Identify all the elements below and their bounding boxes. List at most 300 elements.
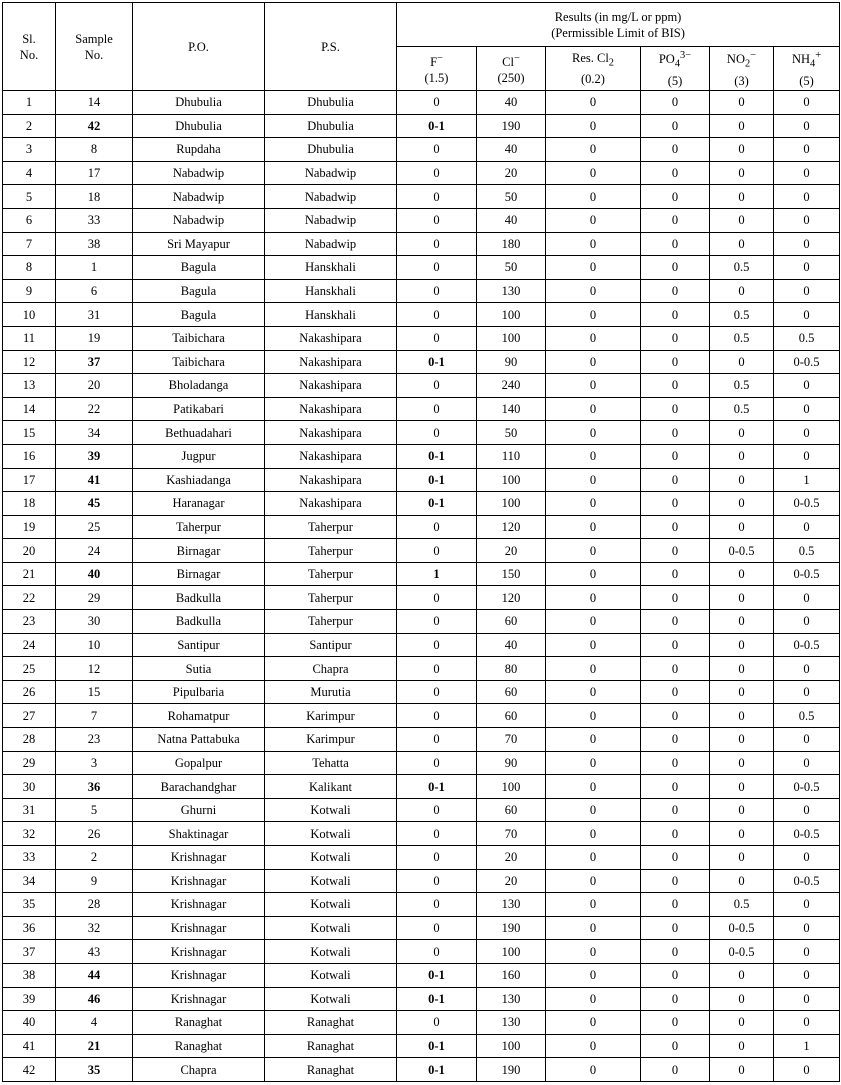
cell-residual-chlorine: 0 bbox=[546, 751, 641, 775]
cell-nitrite: 0 bbox=[710, 869, 774, 893]
cell-residual-chlorine: 0 bbox=[546, 916, 641, 940]
cell-nitrite: 0 bbox=[710, 208, 774, 232]
cell-ps: Kotwali bbox=[265, 940, 397, 964]
cell-nitrite: 0 bbox=[710, 492, 774, 516]
cell-nitrite: 0 bbox=[710, 798, 774, 822]
cell-chloride: 180 bbox=[477, 232, 546, 256]
cell-phosphate: 0 bbox=[641, 515, 710, 539]
cell-phosphate: 0 bbox=[641, 350, 710, 374]
cell-fluoride: 0-1 bbox=[397, 350, 477, 374]
header-po: P.O. bbox=[133, 3, 265, 91]
cell-sample-no: 32 bbox=[56, 916, 133, 940]
cell-residual-chlorine: 0 bbox=[546, 775, 641, 799]
table-row bbox=[3, 1011, 840, 1035]
cell-nitrite: 0-0.5 bbox=[710, 539, 774, 563]
cell-sample-no: 34 bbox=[56, 421, 133, 445]
cell-residual-chlorine: 0 bbox=[546, 846, 641, 870]
cell-nitrite: 0-0.5 bbox=[710, 940, 774, 964]
header-sl-no: Sl. No. bbox=[3, 3, 56, 91]
cell-sl-no: 5 bbox=[3, 185, 56, 209]
cell-phosphate: 0 bbox=[641, 1034, 710, 1058]
cell-sl-no: 13 bbox=[3, 374, 56, 398]
cell-fluoride: 0 bbox=[397, 303, 477, 327]
cell-ps: Taherpur bbox=[265, 539, 397, 563]
cell-sl-no: 29 bbox=[3, 751, 56, 775]
header-ps: P.S. bbox=[265, 3, 397, 91]
table-row bbox=[3, 704, 840, 728]
table-row bbox=[3, 421, 840, 445]
cell-ps: Nakashipara bbox=[265, 350, 397, 374]
cell-residual-chlorine: 0 bbox=[546, 468, 641, 492]
cell-residual-chlorine: 0 bbox=[546, 562, 641, 586]
header-results: Results (in mg/L or ppm) (Permissible Limit of BIS) bbox=[397, 3, 840, 47]
cell-phosphate: 0 bbox=[641, 987, 710, 1011]
cell-sample-no: 7 bbox=[56, 704, 133, 728]
cell-ps: Nakashipara bbox=[265, 421, 397, 445]
cell-nitrite: 0 bbox=[710, 775, 774, 799]
cell-ps: Nakashipara bbox=[265, 444, 397, 468]
cell-nitrite: 0.5 bbox=[710, 397, 774, 421]
cell-nitrite: 0 bbox=[710, 963, 774, 987]
cell-sample-no: 21 bbox=[56, 1034, 133, 1058]
cell-sl-no: 20 bbox=[3, 539, 56, 563]
cell-residual-chlorine: 0 bbox=[546, 185, 641, 209]
cell-ps: Kotwali bbox=[265, 987, 397, 1011]
cell-sl-no: 16 bbox=[3, 444, 56, 468]
cell-sl-no: 31 bbox=[3, 798, 56, 822]
table-row bbox=[3, 374, 840, 398]
cell-po: Birnagar bbox=[133, 539, 265, 563]
cell-residual-chlorine: 0 bbox=[546, 633, 641, 657]
cell-chloride: 140 bbox=[477, 397, 546, 421]
cell-chloride: 60 bbox=[477, 798, 546, 822]
cell-nitrite: 0 bbox=[710, 633, 774, 657]
table-row bbox=[3, 987, 840, 1011]
cell-ammonium: 0-0.5 bbox=[774, 492, 840, 516]
cell-nitrite: 0.5 bbox=[710, 326, 774, 350]
cell-chloride: 130 bbox=[477, 1011, 546, 1035]
cell-po: Bholadanga bbox=[133, 374, 265, 398]
cell-phosphate: 0 bbox=[641, 680, 710, 704]
cell-sample-no: 28 bbox=[56, 893, 133, 917]
cell-sample-no: 9 bbox=[56, 869, 133, 893]
cell-residual-chlorine: 0 bbox=[546, 138, 641, 162]
cell-residual-chlorine: 0 bbox=[546, 680, 641, 704]
cell-residual-chlorine: 0 bbox=[546, 869, 641, 893]
header-sample-no: Sample No. bbox=[56, 3, 133, 91]
cell-chloride: 100 bbox=[477, 1034, 546, 1058]
cell-ammonium: 0 bbox=[774, 798, 840, 822]
cell-ammonium: 0 bbox=[774, 657, 840, 681]
cell-chloride: 160 bbox=[477, 963, 546, 987]
cell-po: Nabadwip bbox=[133, 185, 265, 209]
table-row bbox=[3, 444, 840, 468]
cell-sample-no: 45 bbox=[56, 492, 133, 516]
cell-phosphate: 0 bbox=[641, 562, 710, 586]
cell-residual-chlorine: 0 bbox=[546, 1058, 641, 1082]
cell-ammonium: 0 bbox=[774, 680, 840, 704]
cell-ammonium: 0 bbox=[774, 421, 840, 445]
cell-chloride: 40 bbox=[477, 633, 546, 657]
table-row bbox=[3, 822, 840, 846]
cell-ps: Chapra bbox=[265, 657, 397, 681]
cell-sample-no: 44 bbox=[56, 963, 133, 987]
cell-sample-no: 33 bbox=[56, 208, 133, 232]
cell-fluoride: 1 bbox=[397, 562, 477, 586]
cell-sample-no: 42 bbox=[56, 114, 133, 138]
cell-ammonium: 0 bbox=[774, 987, 840, 1011]
cell-chloride: 60 bbox=[477, 704, 546, 728]
cell-nitrite: 0 bbox=[710, 987, 774, 1011]
cell-sample-no: 36 bbox=[56, 775, 133, 799]
cell-ps: Kotwali bbox=[265, 798, 397, 822]
cell-chloride: 50 bbox=[477, 421, 546, 445]
cell-residual-chlorine: 0 bbox=[546, 397, 641, 421]
cell-po: Nabadwip bbox=[133, 208, 265, 232]
cell-po: Badkulla bbox=[133, 610, 265, 634]
cell-sample-no: 20 bbox=[56, 374, 133, 398]
cell-chloride: 90 bbox=[477, 350, 546, 374]
cell-ammonium: 0.5 bbox=[774, 539, 840, 563]
cell-chloride: 100 bbox=[477, 492, 546, 516]
cell-po: Krishnagar bbox=[133, 916, 265, 940]
cell-ammonium: 0 bbox=[774, 91, 840, 115]
cell-sl-no: 21 bbox=[3, 562, 56, 586]
table-row bbox=[3, 846, 840, 870]
cell-fluoride: 0 bbox=[397, 161, 477, 185]
cell-fluoride: 0 bbox=[397, 751, 477, 775]
cell-sl-no: 26 bbox=[3, 680, 56, 704]
cell-fluoride: 0 bbox=[397, 798, 477, 822]
cell-sl-no: 38 bbox=[3, 963, 56, 987]
table-row bbox=[3, 161, 840, 185]
cell-sl-no: 28 bbox=[3, 728, 56, 752]
cell-sample-no: 23 bbox=[56, 728, 133, 752]
cell-residual-chlorine: 0 bbox=[546, 963, 641, 987]
cell-sample-no: 39 bbox=[56, 444, 133, 468]
cell-ps: Nakashipara bbox=[265, 492, 397, 516]
table-row bbox=[3, 586, 840, 610]
cell-phosphate: 0 bbox=[641, 893, 710, 917]
cell-ps: Kotwali bbox=[265, 822, 397, 846]
table-body bbox=[3, 91, 840, 1082]
cell-residual-chlorine: 0 bbox=[546, 303, 641, 327]
cell-sample-no: 8 bbox=[56, 138, 133, 162]
cell-residual-chlorine: 0 bbox=[546, 798, 641, 822]
cell-ammonium: 0.5 bbox=[774, 704, 840, 728]
table-row bbox=[3, 1058, 840, 1082]
cell-nitrite: 0 bbox=[710, 846, 774, 870]
cell-sl-no: 40 bbox=[3, 1011, 56, 1035]
cell-fluoride: 0 bbox=[397, 633, 477, 657]
table-row bbox=[3, 515, 840, 539]
cell-sample-no: 17 bbox=[56, 161, 133, 185]
cell-phosphate: 0 bbox=[641, 751, 710, 775]
cell-chloride: 100 bbox=[477, 303, 546, 327]
cell-ammonium: 0 bbox=[774, 138, 840, 162]
cell-residual-chlorine: 0 bbox=[546, 326, 641, 350]
cell-fluoride: 0 bbox=[397, 610, 477, 634]
cell-phosphate: 0 bbox=[641, 303, 710, 327]
cell-po: Pipulbaria bbox=[133, 680, 265, 704]
cell-ammonium: 0 bbox=[774, 232, 840, 256]
cell-fluoride: 0 bbox=[397, 91, 477, 115]
cell-po: Ghurni bbox=[133, 798, 265, 822]
cell-po: Shaktinagar bbox=[133, 822, 265, 846]
table-row bbox=[3, 751, 840, 775]
cell-ammonium: 0 bbox=[774, 279, 840, 303]
cell-fluoride: 0 bbox=[397, 185, 477, 209]
cell-residual-chlorine: 0 bbox=[546, 256, 641, 280]
cell-nitrite: 0 bbox=[710, 444, 774, 468]
cell-ammonium: 0 bbox=[774, 303, 840, 327]
cell-ammonium: 0 bbox=[774, 963, 840, 987]
cell-po: Krishnagar bbox=[133, 893, 265, 917]
cell-sample-no: 31 bbox=[56, 303, 133, 327]
cell-fluoride: 0 bbox=[397, 728, 477, 752]
cell-chloride: 120 bbox=[477, 515, 546, 539]
cell-fluoride: 0 bbox=[397, 846, 477, 870]
cell-phosphate: 0 bbox=[641, 539, 710, 563]
cell-ammonium: 0 bbox=[774, 161, 840, 185]
cell-ps: Kotwali bbox=[265, 963, 397, 987]
table-row bbox=[3, 114, 840, 138]
cell-chloride: 20 bbox=[477, 846, 546, 870]
cell-ps: Kotwali bbox=[265, 869, 397, 893]
header-nitrite: $NO_2^-$ (3) bbox=[710, 47, 774, 91]
cell-ammonium: 0-0.5 bbox=[774, 633, 840, 657]
cell-nitrite: 0 bbox=[710, 161, 774, 185]
cell-sl-no: 15 bbox=[3, 421, 56, 445]
cell-residual-chlorine: 0 bbox=[546, 232, 641, 256]
cell-phosphate: 0 bbox=[641, 704, 710, 728]
cell-fluoride: 0 bbox=[397, 680, 477, 704]
cell-po: Birnagar bbox=[133, 562, 265, 586]
cell-chloride: 190 bbox=[477, 916, 546, 940]
cell-residual-chlorine: 0 bbox=[546, 704, 641, 728]
cell-phosphate: 0 bbox=[641, 138, 710, 162]
cell-sample-no: 5 bbox=[56, 798, 133, 822]
cell-po: Badkulla bbox=[133, 586, 265, 610]
cell-residual-chlorine: 0 bbox=[546, 1011, 641, 1035]
cell-sample-no: 37 bbox=[56, 350, 133, 374]
cell-phosphate: 0 bbox=[641, 374, 710, 398]
cell-ammonium: 1 bbox=[774, 468, 840, 492]
cell-po: Dhubulia bbox=[133, 114, 265, 138]
cell-residual-chlorine: 0 bbox=[546, 114, 641, 138]
cell-chloride: 120 bbox=[477, 586, 546, 610]
cell-fluoride: 0-1 bbox=[397, 1058, 477, 1082]
cell-chloride: 70 bbox=[477, 728, 546, 752]
cell-residual-chlorine: 0 bbox=[546, 822, 641, 846]
cell-ps: Nakashipara bbox=[265, 468, 397, 492]
cell-chloride: 130 bbox=[477, 893, 546, 917]
cell-sl-no: 23 bbox=[3, 610, 56, 634]
cell-sl-no: 19 bbox=[3, 515, 56, 539]
cell-ps: Nabadwip bbox=[265, 185, 397, 209]
cell-residual-chlorine: 0 bbox=[546, 279, 641, 303]
cell-sample-no: 18 bbox=[56, 185, 133, 209]
cell-ps: Hanskhali bbox=[265, 303, 397, 327]
table-row bbox=[3, 350, 840, 374]
cell-nitrite: 0 bbox=[710, 279, 774, 303]
cell-ammonium: 0 bbox=[774, 1058, 840, 1082]
table-row bbox=[3, 303, 840, 327]
cell-phosphate: 0 bbox=[641, 586, 710, 610]
cell-residual-chlorine: 0 bbox=[546, 161, 641, 185]
cell-phosphate: 0 bbox=[641, 468, 710, 492]
table-row bbox=[3, 1034, 840, 1058]
cell-ps: Dhubulia bbox=[265, 138, 397, 162]
cell-phosphate: 0 bbox=[641, 161, 710, 185]
cell-ps: Nakashipara bbox=[265, 374, 397, 398]
cell-chloride: 20 bbox=[477, 161, 546, 185]
cell-sl-no: 7 bbox=[3, 232, 56, 256]
cell-nitrite: 0 bbox=[710, 728, 774, 752]
cell-sample-no: 40 bbox=[56, 562, 133, 586]
cell-fluoride: 0 bbox=[397, 657, 477, 681]
cell-phosphate: 0 bbox=[641, 256, 710, 280]
cell-sl-no: 35 bbox=[3, 893, 56, 917]
cell-ammonium: 0 bbox=[774, 586, 840, 610]
table-row bbox=[3, 728, 840, 752]
cell-ps: Kalikant bbox=[265, 775, 397, 799]
cell-phosphate: 0 bbox=[641, 421, 710, 445]
cell-ps: Ranaghat bbox=[265, 1058, 397, 1082]
cell-sl-no: 22 bbox=[3, 586, 56, 610]
cell-nitrite: 0 bbox=[710, 468, 774, 492]
cell-po: Dhubulia bbox=[133, 91, 265, 115]
cell-ps: Taherpur bbox=[265, 562, 397, 586]
cell-nitrite: 0 bbox=[710, 91, 774, 115]
cell-nitrite: 0 bbox=[710, 1011, 774, 1035]
cell-residual-chlorine: 0 bbox=[546, 91, 641, 115]
cell-fluoride: 0 bbox=[397, 397, 477, 421]
cell-residual-chlorine: 0 bbox=[546, 1034, 641, 1058]
cell-nitrite: 0 bbox=[710, 515, 774, 539]
cell-ps: Nakashipara bbox=[265, 326, 397, 350]
cell-chloride: 40 bbox=[477, 208, 546, 232]
cell-nitrite: 0 bbox=[710, 350, 774, 374]
cell-po: Sutia bbox=[133, 657, 265, 681]
cell-ammonium: 0 bbox=[774, 208, 840, 232]
cell-chloride: 100 bbox=[477, 326, 546, 350]
cell-ps: Dhubulia bbox=[265, 91, 397, 115]
cell-residual-chlorine: 0 bbox=[546, 539, 641, 563]
cell-phosphate: 0 bbox=[641, 869, 710, 893]
cell-po: Chapra bbox=[133, 1058, 265, 1082]
table-row bbox=[3, 798, 840, 822]
cell-phosphate: 0 bbox=[641, 279, 710, 303]
cell-nitrite: 0 bbox=[710, 421, 774, 445]
cell-fluoride: 0 bbox=[397, 208, 477, 232]
cell-phosphate: 0 bbox=[641, 114, 710, 138]
cell-fluoride: 0-1 bbox=[397, 775, 477, 799]
cell-sample-no: 41 bbox=[56, 468, 133, 492]
cell-chloride: 50 bbox=[477, 185, 546, 209]
table-row bbox=[3, 539, 840, 563]
header-chloride: Cl− (250) bbox=[477, 47, 546, 91]
cell-fluoride: 0 bbox=[397, 256, 477, 280]
cell-sl-no: 18 bbox=[3, 492, 56, 516]
cell-nitrite: 0.5 bbox=[710, 256, 774, 280]
cell-phosphate: 0 bbox=[641, 1058, 710, 1082]
cell-phosphate: 0 bbox=[641, 1011, 710, 1035]
cell-ammonium: 0-0.5 bbox=[774, 822, 840, 846]
cell-ammonium: 0-0.5 bbox=[774, 350, 840, 374]
cell-residual-chlorine: 0 bbox=[546, 444, 641, 468]
table-row bbox=[3, 397, 840, 421]
cell-sample-no: 6 bbox=[56, 279, 133, 303]
cell-chloride: 70 bbox=[477, 822, 546, 846]
cell-po: Krishnagar bbox=[133, 846, 265, 870]
cell-po: Taherpur bbox=[133, 515, 265, 539]
cell-residual-chlorine: 0 bbox=[546, 421, 641, 445]
cell-phosphate: 0 bbox=[641, 326, 710, 350]
cell-fluoride: 0-1 bbox=[397, 444, 477, 468]
cell-nitrite: 0.5 bbox=[710, 303, 774, 327]
cell-ps: Hanskhali bbox=[265, 279, 397, 303]
cell-sample-no: 10 bbox=[56, 633, 133, 657]
table-row bbox=[3, 657, 840, 681]
cell-sample-no: 35 bbox=[56, 1058, 133, 1082]
cell-ammonium: 0.5 bbox=[774, 326, 840, 350]
cell-sample-no: 24 bbox=[56, 539, 133, 563]
table-row bbox=[3, 492, 840, 516]
cell-ammonium: 0-0.5 bbox=[774, 775, 840, 799]
table-row bbox=[3, 208, 840, 232]
cell-chloride: 20 bbox=[477, 869, 546, 893]
table-row bbox=[3, 279, 840, 303]
cell-po: Nabadwip bbox=[133, 161, 265, 185]
cell-ammonium: 0 bbox=[774, 185, 840, 209]
cell-sl-no: 34 bbox=[3, 869, 56, 893]
cell-fluoride: 0-1 bbox=[397, 1034, 477, 1058]
cell-fluoride: 0-1 bbox=[397, 963, 477, 987]
cell-phosphate: 0 bbox=[641, 208, 710, 232]
cell-chloride: 150 bbox=[477, 562, 546, 586]
cell-sl-no: 25 bbox=[3, 657, 56, 681]
cell-chloride: 190 bbox=[477, 114, 546, 138]
cell-ps: Kotwali bbox=[265, 846, 397, 870]
cell-residual-chlorine: 0 bbox=[546, 492, 641, 516]
table-row bbox=[3, 326, 840, 350]
cell-sl-no: 24 bbox=[3, 633, 56, 657]
cell-ammonium: 0 bbox=[774, 751, 840, 775]
cell-ps: Nabadwip bbox=[265, 161, 397, 185]
cell-phosphate: 0 bbox=[641, 963, 710, 987]
cell-ammonium: 0 bbox=[774, 846, 840, 870]
cell-ps: Tehatta bbox=[265, 751, 397, 775]
cell-po: Ranaghat bbox=[133, 1034, 265, 1058]
cell-residual-chlorine: 0 bbox=[546, 987, 641, 1011]
cell-ammonium: 0 bbox=[774, 916, 840, 940]
cell-ammonium: 0 bbox=[774, 114, 840, 138]
cell-nitrite: 0.5 bbox=[710, 893, 774, 917]
cell-fluoride: 0-1 bbox=[397, 987, 477, 1011]
cell-sl-no: 14 bbox=[3, 397, 56, 421]
cell-sl-no: 36 bbox=[3, 916, 56, 940]
cell-sample-no: 46 bbox=[56, 987, 133, 1011]
cell-sl-no: 32 bbox=[3, 822, 56, 846]
cell-ps: Nakashipara bbox=[265, 397, 397, 421]
cell-fluoride: 0 bbox=[397, 279, 477, 303]
cell-nitrite: 0.5 bbox=[710, 374, 774, 398]
cell-sl-no: 4 bbox=[3, 161, 56, 185]
cell-po: Krishnagar bbox=[133, 869, 265, 893]
water-quality-table bbox=[2, 2, 840, 1082]
cell-po: Bagula bbox=[133, 303, 265, 327]
